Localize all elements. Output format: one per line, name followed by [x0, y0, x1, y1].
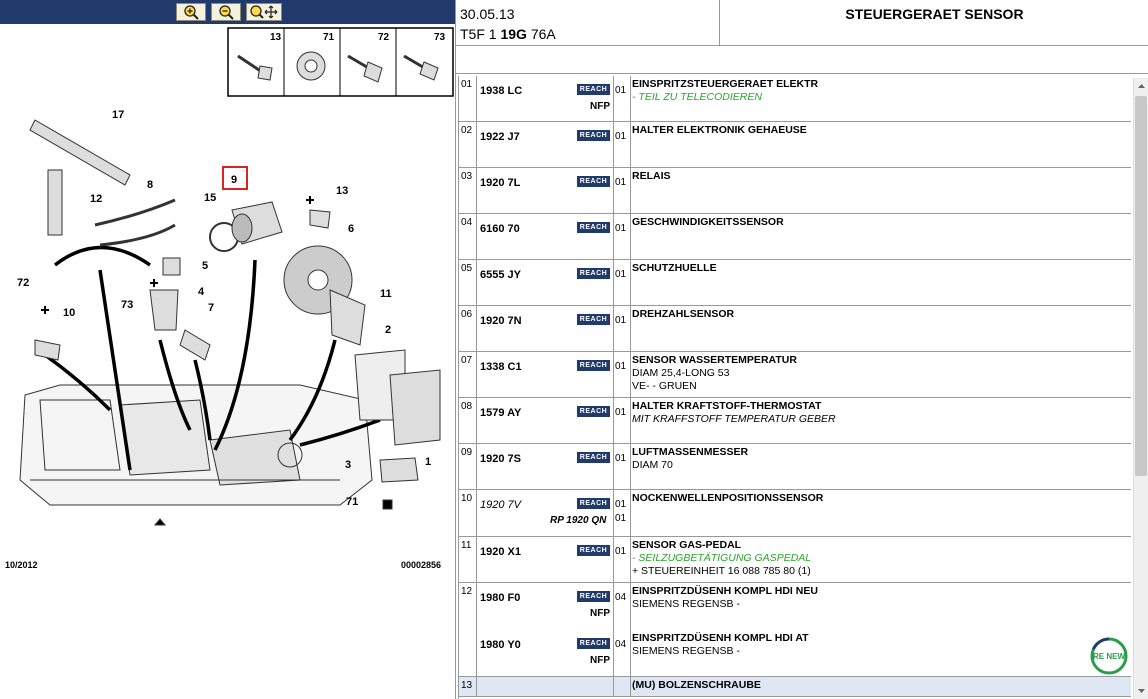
- table-row[interactable]: [459, 537, 1131, 583]
- part-reference[interactable]: 1922 J7: [480, 131, 520, 143]
- diagram-label: 73: [434, 32, 446, 43]
- reference-cell: [477, 444, 627, 489]
- zoom-out-button[interactable]: [211, 3, 241, 21]
- renew-logo-icon: [1088, 635, 1130, 677]
- row-number: 06: [459, 306, 477, 351]
- part-reference[interactable]: 1920 7S: [480, 453, 521, 465]
- reference-cell: [477, 537, 627, 582]
- reach-badge[interactable]: REACH: [577, 84, 610, 95]
- diagram-label: 8: [147, 179, 154, 191]
- part-reference[interactable]: 1920 7V: [480, 499, 521, 511]
- row-number: 02: [459, 122, 477, 167]
- part-title[interactable]: SENSOR GAS-PEDAL: [632, 539, 742, 551]
- part-reference[interactable]: 6160 70: [480, 223, 520, 235]
- part-title[interactable]: LUFTMASSENMESSER: [632, 446, 749, 458]
- part-title[interactable]: SENSOR WASSERTEMPERATUR: [632, 354, 797, 366]
- diagram-label: 15: [204, 192, 217, 204]
- reference-cell: [477, 306, 627, 351]
- row-number: 05: [459, 260, 477, 305]
- part-reference[interactable]: 1920 7L: [480, 177, 521, 189]
- zoom-move-icon: [249, 4, 279, 20]
- diagram-label: 72: [17, 277, 30, 289]
- part-title[interactable]: GESCHWINDIGKEITSSENSOR: [632, 216, 784, 228]
- reach-badge[interactable]: REACH: [577, 360, 610, 371]
- table-row[interactable]: [459, 490, 1131, 537]
- description-cell: [630, 352, 1131, 397]
- zoom-toolbar: [0, 0, 455, 24]
- table-row[interactable]: [459, 444, 1131, 490]
- reference-cell: [477, 214, 627, 259]
- diagram-date: 10/2012: [5, 560, 38, 570]
- description-cell: [630, 677, 1131, 696]
- quantity: 01: [615, 177, 627, 188]
- reach-badge[interactable]: REACH: [577, 545, 610, 556]
- description-cell: [630, 260, 1131, 305]
- table-row[interactable]: [459, 168, 1131, 214]
- reference-cell: [477, 122, 627, 167]
- description-cell: [630, 306, 1131, 351]
- part-title[interactable]: SCHUTZHUELLE: [632, 262, 717, 274]
- quantity: 01: [615, 315, 627, 326]
- table-row[interactable]: [459, 122, 1131, 168]
- row-number: 11: [459, 537, 477, 582]
- diagram-label: 10: [63, 307, 76, 319]
- part-title[interactable]: HALTER ELEKTRONIK GEHAEUSE: [632, 124, 807, 136]
- diagram-label: 6: [348, 223, 355, 235]
- zoom-move-button[interactable]: [246, 3, 282, 21]
- part-reference[interactable]: 1980 F0: [480, 592, 521, 604]
- reference-cell: [477, 677, 614, 696]
- engine-bay-drawing: [20, 385, 372, 505]
- description-cell: [630, 76, 1131, 121]
- quantity: 01: [615, 513, 627, 524]
- reach-badge[interactable]: REACH: [577, 176, 610, 187]
- quantity: 04: [615, 639, 627, 650]
- reference-cell: [477, 490, 627, 536]
- nfp-label: NFP: [590, 101, 610, 112]
- scroll-thumb[interactable]: [1135, 96, 1147, 476]
- part-title[interactable]: DREHZAHLSENSOR: [632, 308, 735, 320]
- row-spacer: [632, 611, 1131, 632]
- diagram-label: 17: [112, 109, 125, 121]
- zoom-in-icon: [183, 4, 199, 20]
- scroll-down-icon[interactable]: [1138, 689, 1145, 693]
- table-row[interactable]: [459, 214, 1131, 260]
- table-row[interactable]: [459, 398, 1131, 444]
- diagram-code: 00002856: [401, 560, 442, 570]
- table-row[interactable]: [459, 306, 1131, 352]
- reach-badge[interactable]: REACH: [577, 498, 610, 509]
- diagram-label: 11: [380, 288, 392, 300]
- vehicle-code-prefix: T5F 1: [460, 26, 501, 42]
- quantity: 01: [615, 453, 627, 464]
- table-row[interactable]: [459, 583, 1131, 677]
- row-number: 12: [459, 583, 477, 676]
- quantity: 01: [615, 407, 627, 418]
- quantity: 01: [615, 223, 627, 234]
- description-cell: [630, 168, 1131, 213]
- description-cell: [630, 537, 1131, 582]
- description-cell: [630, 122, 1131, 167]
- vehicle-code-suffix: 76A: [526, 26, 556, 42]
- diagram-label: 9: [231, 174, 238, 186]
- row-number: 13: [459, 677, 477, 696]
- reference-cell: [477, 398, 627, 443]
- row-number: 01: [459, 76, 477, 121]
- vehicle-code: [460, 24, 719, 44]
- reach-badge[interactable]: REACH: [577, 452, 610, 463]
- parts-table: [458, 76, 1131, 699]
- header-meta: [456, 0, 720, 46]
- row-number: 08: [459, 398, 477, 443]
- part-detail: VE- - GRUEN: [632, 380, 697, 392]
- catalog-date: 30.05.13: [460, 6, 515, 22]
- part-detail: - SEILZUGBETÄTIGUNG GASPEDAL: [632, 552, 812, 564]
- part-detail: DIAM 25,4-LONG 53: [632, 367, 730, 379]
- part-reference[interactable]: 1338 C1: [480, 361, 522, 373]
- part-reference[interactable]: 6555 JY: [480, 269, 521, 281]
- header-spacer: [456, 46, 1148, 74]
- scroll-up-icon[interactable]: [1138, 84, 1145, 88]
- diagram-label: 1: [425, 456, 432, 468]
- reference-cell: [477, 76, 627, 121]
- row-number: 04: [459, 214, 477, 259]
- part-detail: MIT KRAFFSTOFF TEMPERATUR GEBER: [632, 413, 836, 425]
- renew-logo: [1088, 635, 1130, 682]
- row-number: 03: [459, 168, 477, 213]
- part-title[interactable]: NOCKENWELLENPOSITIONSSENSOR: [632, 492, 824, 504]
- part-title[interactable]: EINSPRITZSTEUERGERAET ELEKTR: [632, 78, 819, 90]
- reference-cell: [477, 168, 627, 213]
- page-title: STEUERGERAET SENSOR: [720, 0, 1148, 46]
- part-detail: SIEMENS REGENSB -: [632, 598, 740, 610]
- diagram-label: 73: [121, 299, 134, 311]
- diagram-label: 13: [336, 185, 349, 197]
- reach-badge[interactable]: REACH: [577, 638, 610, 649]
- nfp-label: NFP: [590, 608, 610, 619]
- table-row[interactable]: [459, 260, 1131, 306]
- description-cell: [630, 398, 1131, 443]
- diagram-panel: [0, 0, 455, 699]
- scrollbar[interactable]: [1133, 78, 1148, 699]
- description-cell: [630, 444, 1131, 489]
- exploded-parts-diagram: [0, 26, 455, 586]
- part-reference[interactable]: 1980 Y0: [480, 639, 521, 651]
- reach-badge[interactable]: REACH: [577, 314, 610, 325]
- nfp-label: NFP: [590, 655, 610, 666]
- diagram-label: 4: [198, 286, 205, 298]
- zoom-in-button[interactable]: [176, 3, 206, 21]
- quantity: 01: [615, 499, 627, 510]
- quantity: 01: [615, 546, 627, 557]
- reach-badge[interactable]: REACH: [577, 591, 610, 602]
- diagram-label: 71: [323, 32, 335, 43]
- diagram-label: 71: [346, 496, 359, 508]
- quantity: 04: [615, 592, 627, 603]
- parts-panel: [455, 0, 1148, 699]
- part-title[interactable]: RELAIS: [632, 170, 671, 182]
- part-reference[interactable]: 1920 7N: [480, 315, 522, 327]
- quantity: 01: [615, 269, 627, 280]
- reach-badge[interactable]: REACH: [577, 406, 610, 417]
- quantity: 01: [615, 85, 627, 96]
- diagram-label: 12: [90, 193, 103, 205]
- part-reference[interactable]: 1920 X1: [480, 546, 521, 558]
- reference-cell: [477, 260, 627, 305]
- diagram-label: 72: [378, 32, 390, 43]
- diagram-label: 5: [202, 260, 209, 272]
- table-row[interactable]: [459, 76, 1131, 122]
- reach-badge[interactable]: REACH: [577, 222, 610, 233]
- reference-cell: [477, 352, 627, 397]
- part-reference[interactable]: 1579 AY: [480, 407, 522, 419]
- part-title[interactable]: (MU) BOLZENSCHRAUBE: [632, 679, 761, 691]
- reach-badge[interactable]: REACH: [577, 268, 610, 279]
- table-row[interactable]: [459, 352, 1131, 398]
- row-number: 10: [459, 490, 477, 536]
- replacement-reference: RP 1920 QN: [550, 515, 607, 526]
- part-title[interactable]: HALTER KRAFTSTOFF-THERMOSTAT: [632, 400, 822, 412]
- quantity: 01: [615, 131, 627, 142]
- zoom-out-icon: [218, 4, 234, 20]
- row-number: 07: [459, 352, 477, 397]
- part-detail: SIEMENS REGENSB -: [632, 645, 740, 657]
- part-title[interactable]: EINSPRITZDÜSENH KOMPL HDI AT: [632, 632, 809, 644]
- quantity: 01: [615, 361, 627, 372]
- diagram-label: 3: [345, 459, 352, 471]
- small-parts-box: [228, 28, 453, 96]
- reference-cell: [477, 583, 627, 676]
- part-title[interactable]: EINSPRITZDÜSENH KOMPL HDI NEU: [632, 585, 818, 597]
- reach-badge[interactable]: REACH: [577, 130, 610, 141]
- part-detail: DIAM 70: [632, 459, 673, 471]
- part-detail: - TEIL ZU TELECODIEREN: [632, 91, 762, 103]
- logo-text: RE NEW: [1093, 652, 1125, 661]
- description-cell: [630, 490, 1131, 536]
- diagram-label: 7: [208, 302, 215, 314]
- part-reference[interactable]: 1938 LC: [480, 85, 523, 97]
- vehicle-code-bold: 19G: [500, 26, 527, 42]
- table-row[interactable]: [459, 677, 1131, 697]
- diagram-label: 13: [270, 32, 282, 43]
- diagram-label: 2: [385, 324, 392, 336]
- scrollbar-graphic: [1134, 78, 1148, 699]
- description-cell: [630, 214, 1131, 259]
- part-detail: + STEUEREINHEIT 16 088 785 80 (1): [632, 565, 811, 577]
- row-number: 09: [459, 444, 477, 489]
- description-cell: [630, 583, 1131, 676]
